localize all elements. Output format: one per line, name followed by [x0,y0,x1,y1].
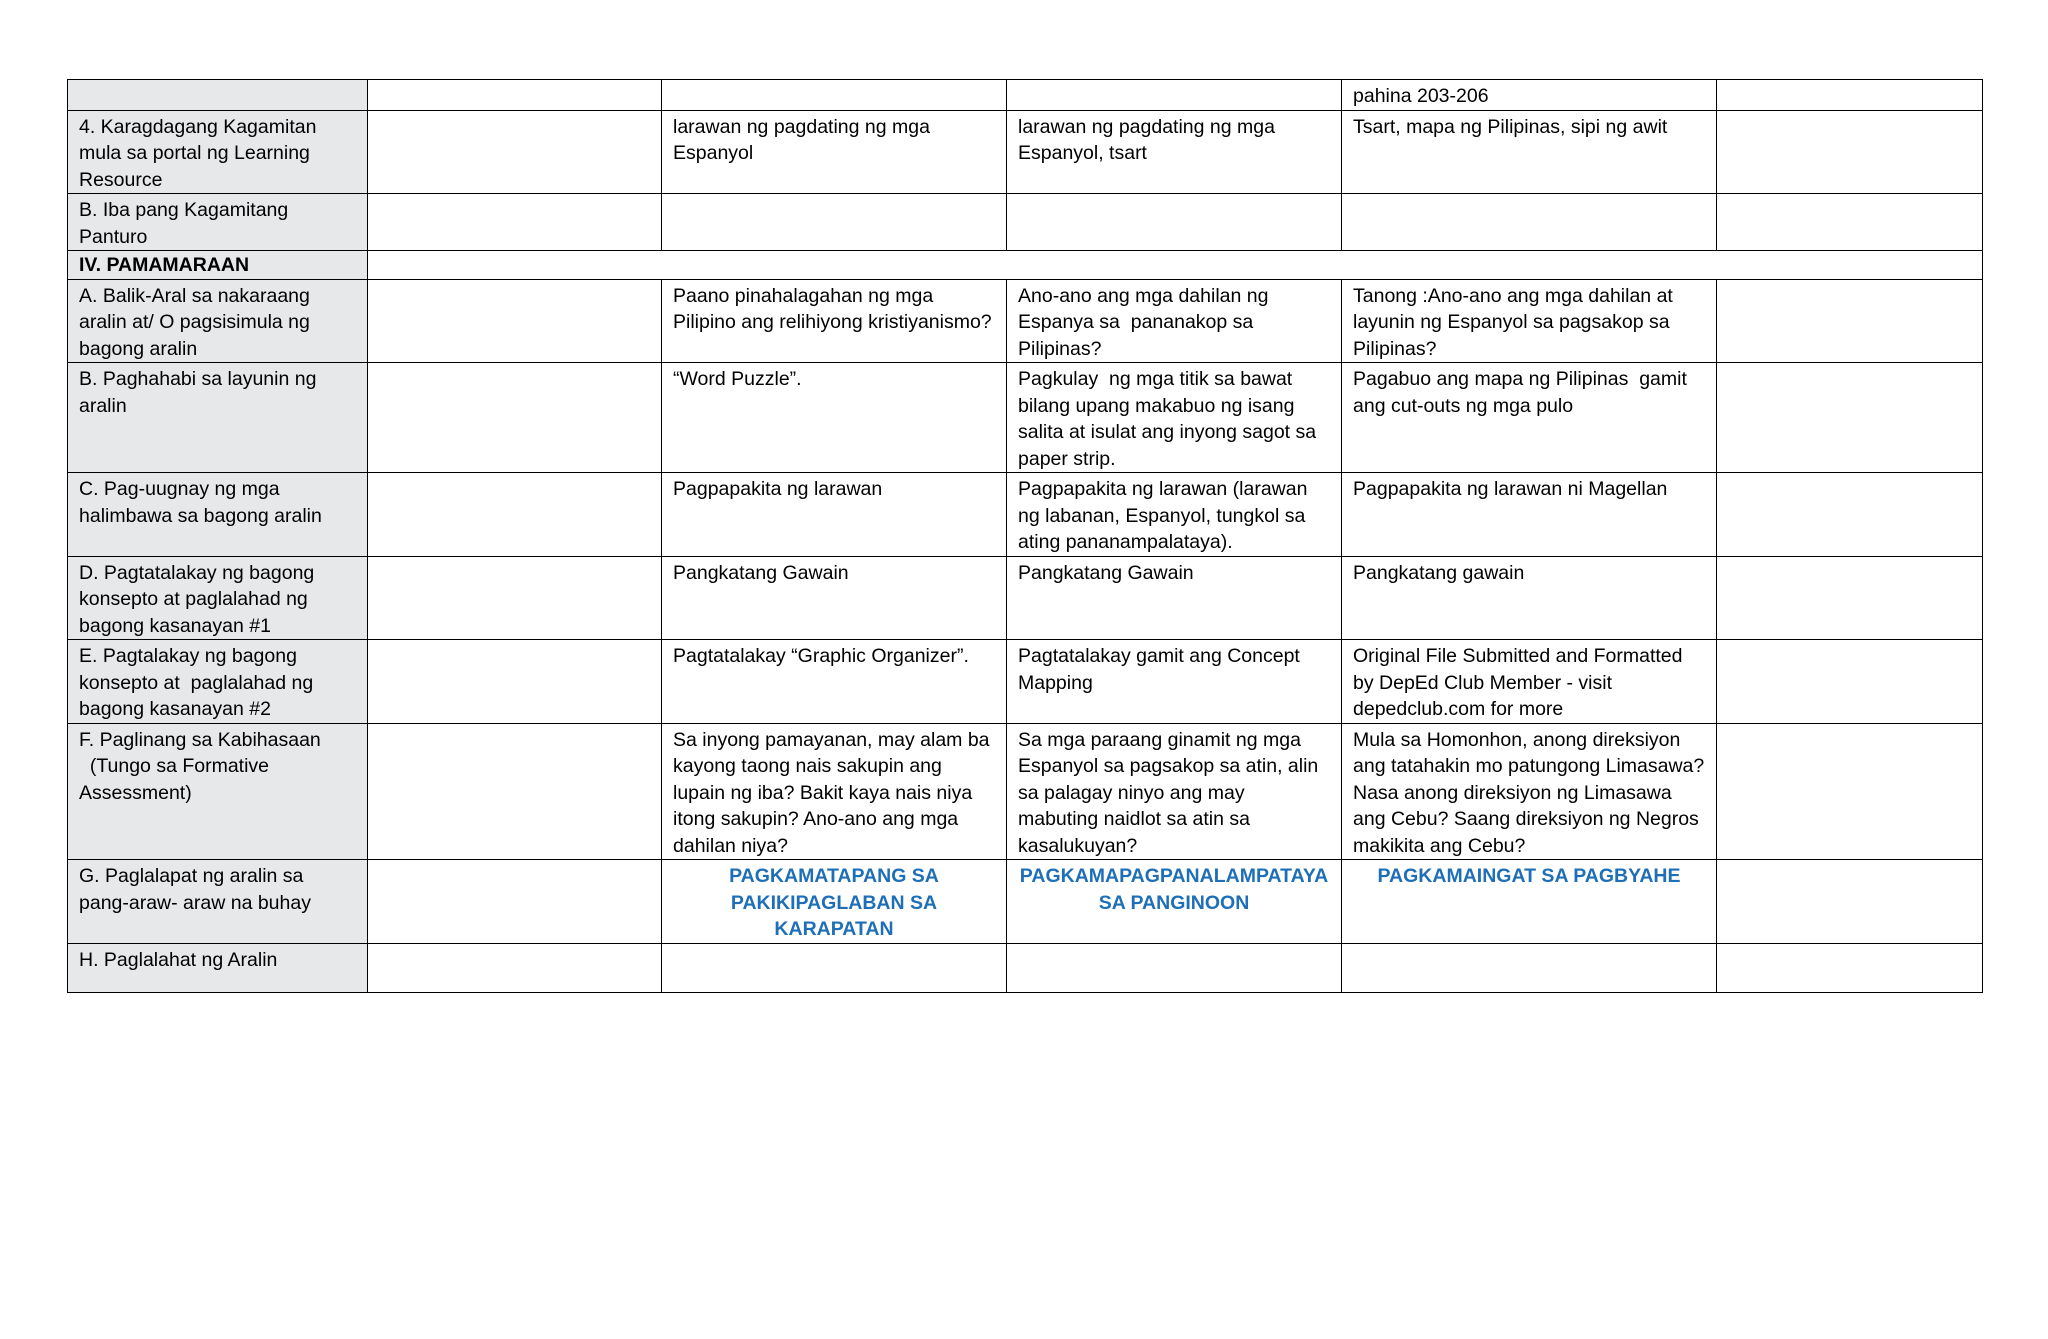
table-cell: Pagkulay ng mga titik sa bawat bilang upang makabuo ng isang salita at isulat ang inyong sagot sa paper strip. [1007,363,1342,473]
table-cell [1007,943,1342,992]
table-cell: Mula sa Homonhon, anong direksiyon ang tatahakin mo patungong Limasawa? Nasa anong direksiyon ng Limasawa ang Cebu? Saang direksiyon ng Negros makikita ang Cebu? [1342,723,1717,860]
row-label: 4. Karagdagang Kagamitan mula sa portal ng Learning Resource [68,110,368,194]
values-heading-cell: PAGKAMAINGAT SA PAGBYAHE [1342,860,1717,944]
table-cell: Original File Submitted and Formatted by DepEd Club Member - visit depedclub.com for more [1342,640,1717,724]
table-row [68,640,1983,724]
table-cell: Pangkatang gawain [1342,556,1717,640]
table-cell [1007,80,1342,111]
table-cell [1717,279,1983,363]
table-cell [368,80,662,111]
table-row [68,279,1983,363]
values-heading-cell: PAGKAMAPAGPANALAMPATAYA SA PANGINOON [1007,860,1342,944]
table-cell [368,110,662,194]
table-cell [1717,723,1983,860]
table-cell: pahina 203-206 [1342,80,1717,111]
table-cell: Pagpapakita ng larawan ni Magellan [1342,473,1717,557]
table-row [68,363,1983,473]
table-row [68,110,1983,194]
table-cell [368,723,662,860]
table-cell [1717,556,1983,640]
row-label: E. Pagtalakay ng bagong konsepto at paglalahad ng bagong kasanayan #2 [68,640,368,724]
table-row [68,473,1983,557]
values-heading-cell: PAGKAMATAPANG SA PAKIKIPAGLABAN SA KARAPATAN [662,860,1007,944]
row-label: B. Paghahabi sa layunin ng aralin [68,363,368,473]
table-cell: “Word Puzzle”. [662,363,1007,473]
table-cell: Pangkatang Gawain [662,556,1007,640]
table-cell: Pagpapakita ng larawan (larawan ng labanan, Espanyol, tungkol sa ating pananampalataya). [1007,473,1342,557]
table-row [68,80,1983,111]
table-cell [662,194,1007,251]
table-cell [1717,110,1983,194]
table-row [68,943,1983,992]
table-cell [368,860,662,944]
table-cell: Sa mga paraang ginamit ng mga Espanyol sa pagsakop sa atin, alin sa palagay ninyo ang may mabuting naidlot sa atin sa kasalukuyan? [1007,723,1342,860]
table-cell: Pagtatalakay gamit ang Concept Mapping [1007,640,1342,724]
table-cell [1007,194,1342,251]
table-cell [1717,640,1983,724]
table-cell [368,473,662,557]
table-cell [1717,473,1983,557]
row-label: H. Paglalahat ng Aralin [68,943,368,992]
table-cell [1342,943,1717,992]
row-label: D. Pagtatalakay ng bagong konsepto at paglalahad ng bagong kasanayan #1 [68,556,368,640]
table-cell [1717,194,1983,251]
table-cell [662,943,1007,992]
table-cell: Ano-ano ang mga dahilan ng Espanya sa pananakop sa Pilipinas? [1007,279,1342,363]
table-cell [1717,860,1983,944]
table-row [68,860,1983,944]
section-row [68,251,1983,280]
row-label: A. Balik-Aral sa nakaraang aralin at/ O pagsisimula ng bagong aralin [68,279,368,363]
table-cell [662,80,1007,111]
table-cell: Tsart, mapa ng Pilipinas, sipi ng awit [1342,110,1717,194]
table-cell [368,943,662,992]
table-cell [368,194,662,251]
table-row [68,556,1983,640]
table-cell [1342,194,1717,251]
section-heading: IV. PAMAMARAAN [68,251,368,280]
section-spacer [368,251,1983,280]
table-cell [368,363,662,473]
table-cell: Tanong :Ano-ano ang mga dahilan at layunin ng Espanyol sa pagsakop sa Pilipinas? [1342,279,1717,363]
table-row [68,723,1983,860]
table-cell [368,640,662,724]
table-cell: larawan ng pagdating ng mga Espanyol, tsart [1007,110,1342,194]
table-cell [1717,363,1983,473]
row-label: C. Pag-uugnay ng mga halimbawa sa bagong aralin [68,473,368,557]
table-cell [1717,943,1983,992]
table-cell: larawan ng pagdating ng mga Espanyol [662,110,1007,194]
row-label: F. Paglinang sa Kabihasaan (Tungo sa Formative Assessment) [68,723,368,860]
table-cell: Sa inyong pamayanan, may alam ba kayong taong nais sakupin ang lupain ng iba? Bakit kaya nais niya itong sakupin? Ano-ano ang mga dahilan niya? [662,723,1007,860]
table-cell: Pagabuo ang mapa ng Pilipinas gamit ang cut-outs ng mga pulo [1342,363,1717,473]
row-label: G. Paglalapat ng aralin sa pang-araw- araw na buhay [68,860,368,944]
table-cell [368,556,662,640]
table-cell [368,279,662,363]
row-label: B. Iba pang Kagamitang Panturo [68,194,368,251]
table-cell: Paano pinahalagahan ng mga Pilipino ang relihiyong kristiyanismo? [662,279,1007,363]
table-cell: Pangkatang Gawain [1007,556,1342,640]
daily-lesson-log-table [67,79,1983,993]
table-cell [1717,80,1983,111]
table-cell: Pagpapakita ng larawan [662,473,1007,557]
table-row [68,194,1983,251]
row-label [68,80,368,111]
table-cell: Pagtatalakay “Graphic Organizer”. [662,640,1007,724]
